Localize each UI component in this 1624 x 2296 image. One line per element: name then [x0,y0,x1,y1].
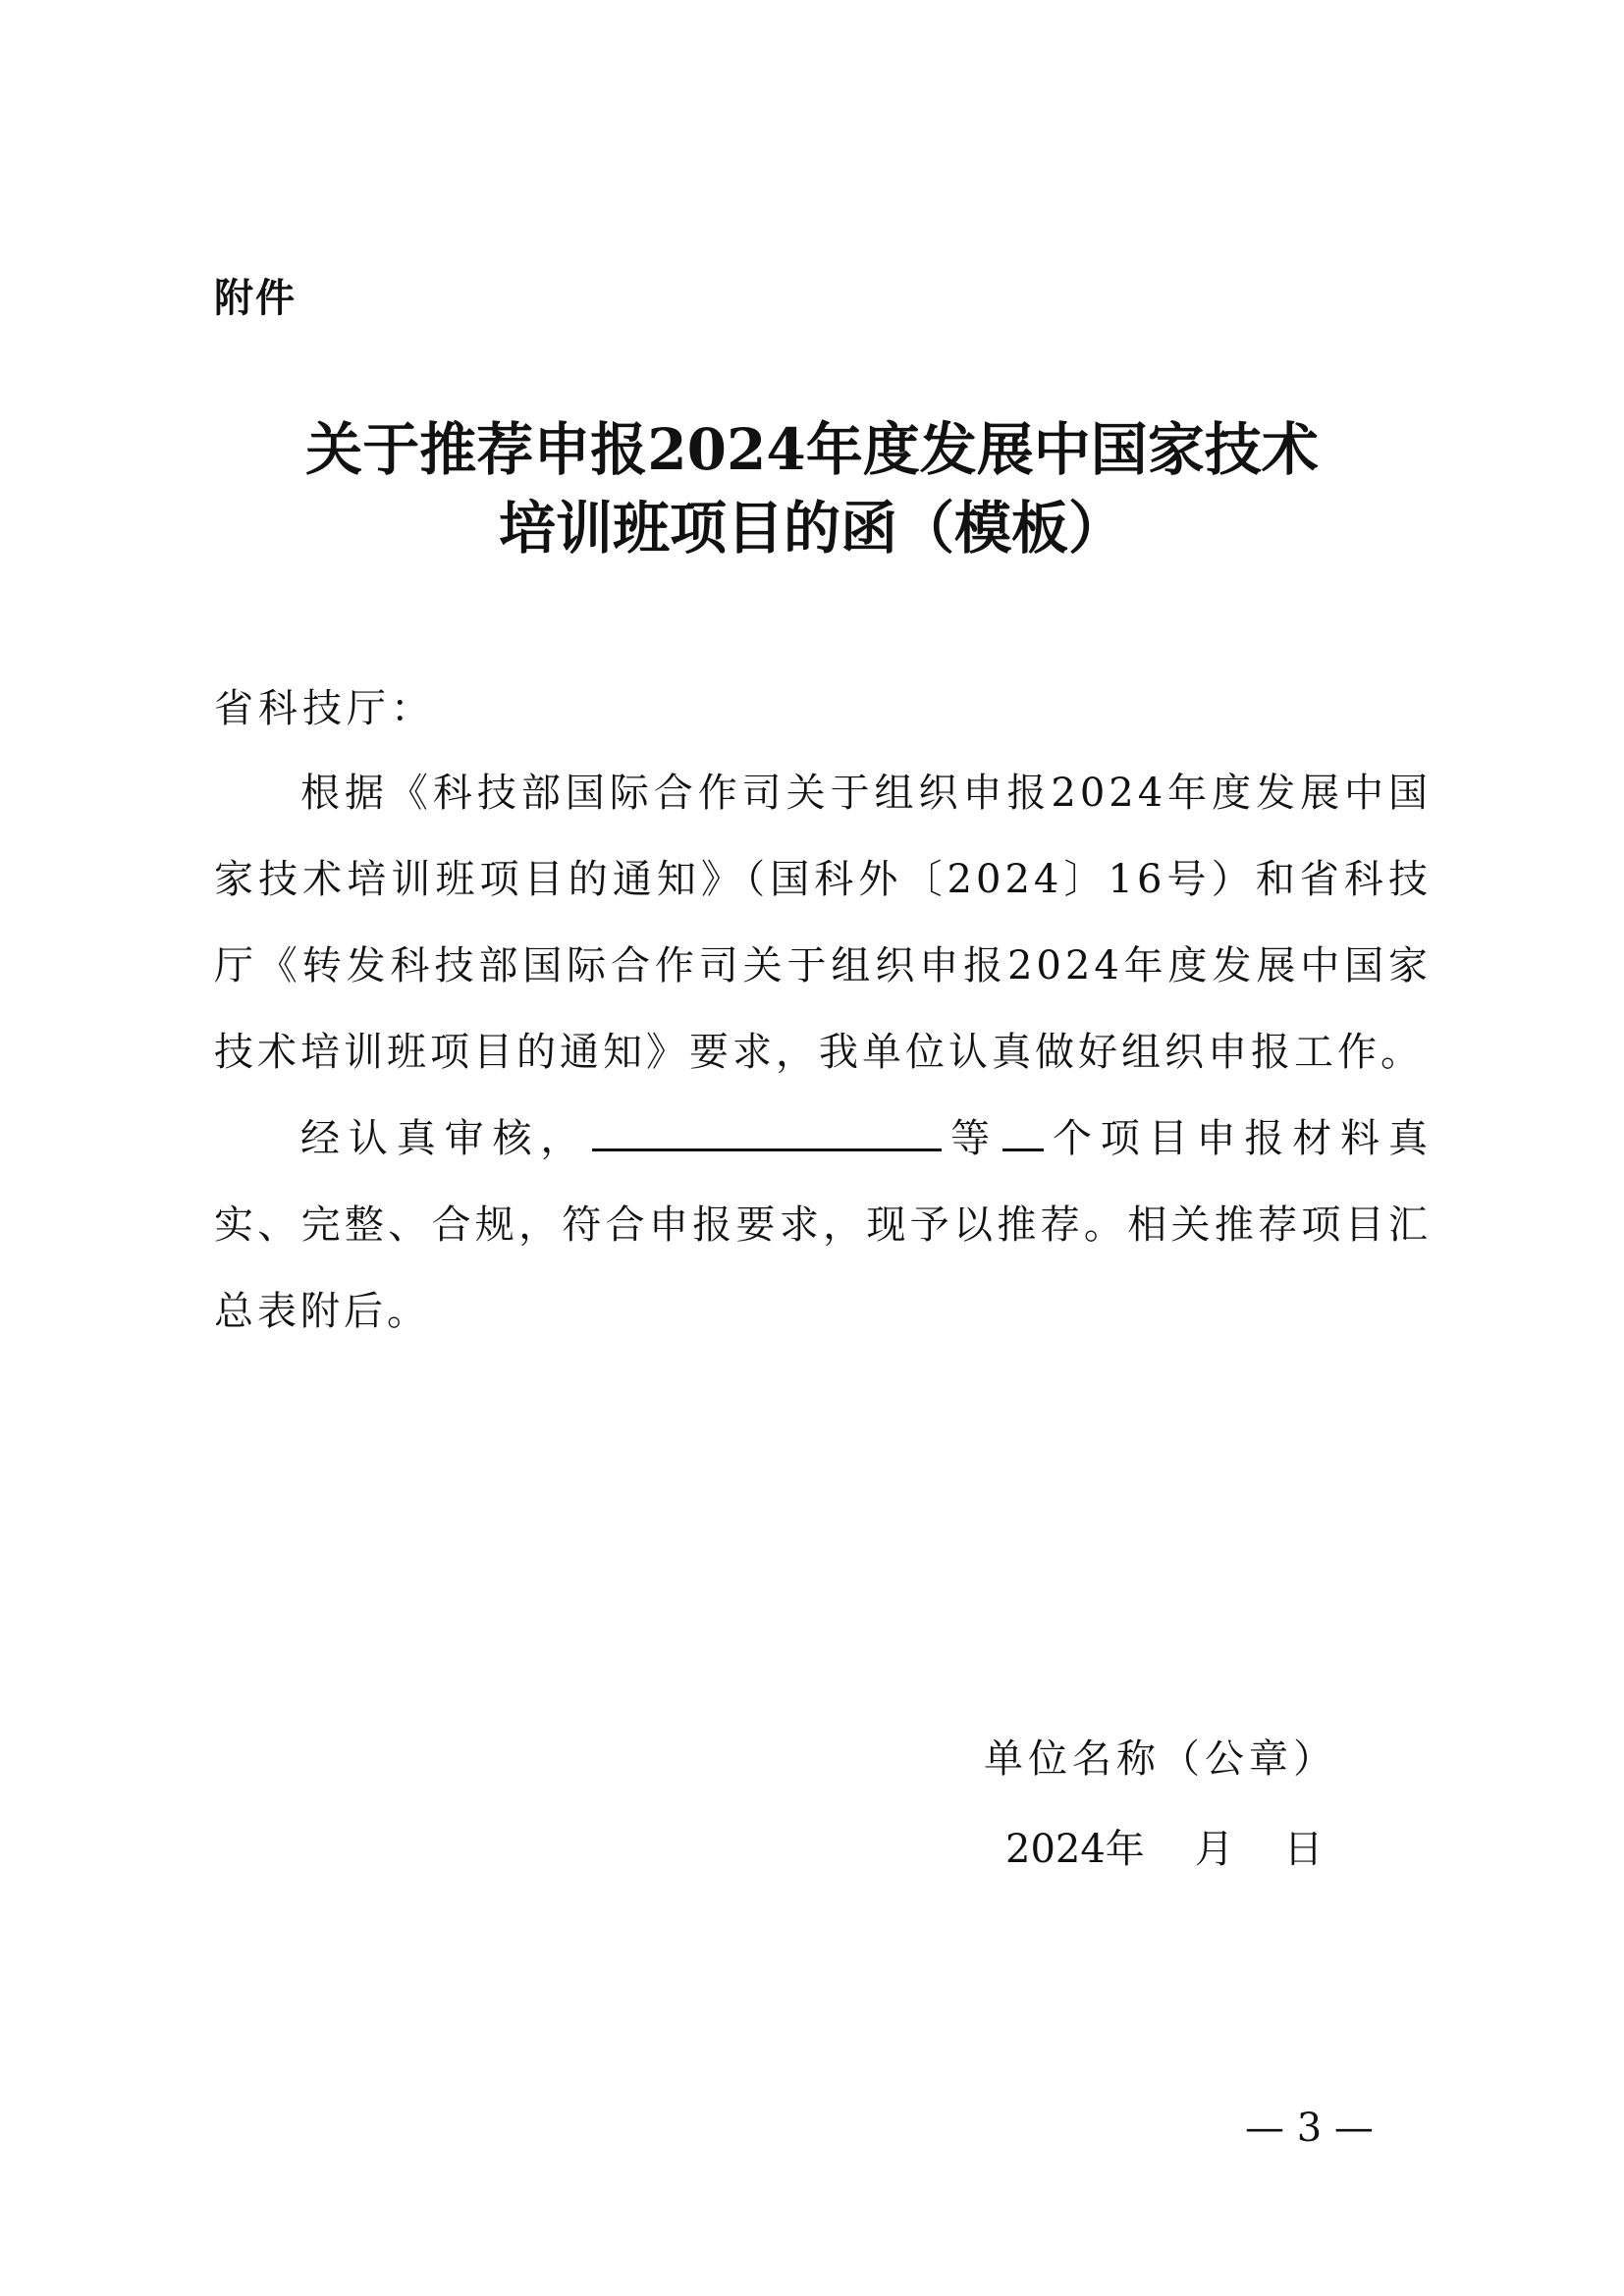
paragraph-2-lead: 经认真审核， [300,1116,589,1161]
project-name-blank[interactable] [592,1109,942,1151]
page-number: — 3 — [1245,2106,1374,2151]
document-title [196,410,1428,567]
project-count-blank[interactable] [1002,1109,1044,1151]
attachment-label: 附件 [214,276,297,321]
title-line-1: 关于推荐申报2024年度发展中国家技术 [305,416,1319,483]
signature-unit-name: 单位名称（公章） [984,1736,1337,1782]
signature-date: 2024年 月 日 [1005,1827,1324,1872]
paragraph-2-rest: 个项目申报材料真实、完整、合规，符合申报要求，现予以推荐。相关推荐项目汇总表附后。 [214,1116,1432,1334]
letter-body [214,750,1432,1355]
paragraph-2-connector: 等 [946,1116,999,1161]
title-line-2: 培训班项目的函（模板） [498,495,1125,561]
paragraph-2 [214,1095,1432,1355]
salutation: 省科技厅： [214,686,435,731]
paragraph-1: 根据《科技部国际合作司关于组织申报2024年度发展中国家技术培训班项目的通知》（国科外〔2024〕16号）和省科技厅《转发科技部国际合作司关于组织申报2024年度发展中国家技术培训班项目的通知》要求，我单位认真做好组织申报工作。 [214,771,1432,1075]
